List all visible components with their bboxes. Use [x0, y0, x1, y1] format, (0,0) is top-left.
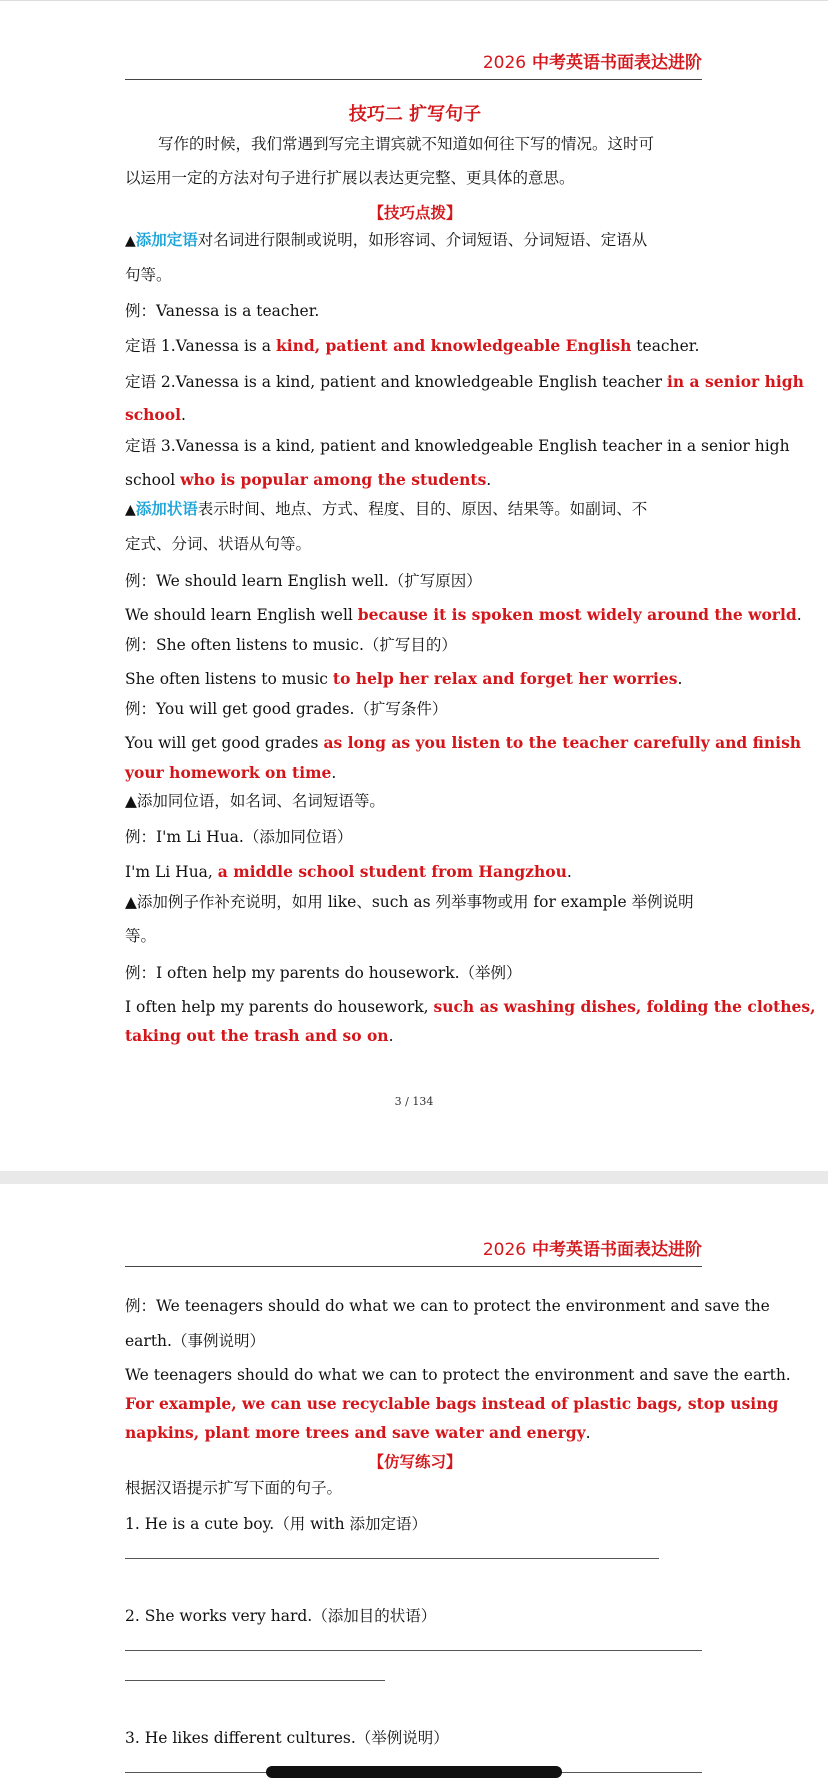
header-year: 2026 — [482, 53, 527, 73]
text: . — [181, 406, 186, 424]
header-title: 中考英语书面表达进阶 — [526, 53, 702, 73]
header-year: 2026 — [482, 1240, 527, 1260]
example-4: 例：You will get good grades.（扩写条件） — [125, 700, 448, 718]
text: . — [486, 471, 492, 489]
instructions: 根据汉语提示扩写下面的句子。 — [125, 1479, 343, 1497]
tips-heading: 【技巧点拨】 — [368, 204, 462, 222]
text: We should learn English well — [125, 606, 358, 624]
highlight: in a senior high — [666, 372, 804, 391]
example-6-answer — [125, 997, 816, 1017]
highlight: to help her relax and forget her worries — [332, 669, 678, 688]
adv-desc-2: 定式、分词、状语从句等。 — [125, 535, 312, 553]
highlight: a middle school student from Hangzhou — [217, 862, 567, 881]
highlight: as long as you listen to the teacher carefully and finish — [323, 733, 802, 752]
example-6: 例：I often help my parents do housework.（举例） — [125, 964, 522, 982]
answer-line[interactable] — [125, 1558, 659, 1559]
text: school — [125, 471, 181, 489]
section-title: 技巧二 扩写句子 — [348, 104, 482, 125]
text: . — [566, 863, 572, 881]
example-5: 例：I'm Li Hua.（添加同位语） — [125, 828, 353, 846]
adv-heading: 添加状语 — [135, 499, 198, 518]
question-3: 3. He likes different cultures.（举例说明） — [125, 1729, 449, 1747]
attr-heading: 添加定语 — [135, 230, 198, 249]
example-5-answer — [125, 862, 705, 882]
highlight: For example, we can use recyclable bags instead of plastic bags, stop using — [125, 1394, 779, 1413]
highlight: your homework on time — [125, 763, 332, 782]
highlight: such as washing dishes, folding the clothes, — [433, 997, 816, 1016]
attr-desc-2: 句等。 — [125, 266, 172, 284]
example-2: 例：We should learn English well.（扩写原因） — [125, 572, 482, 590]
example-method-line-2: 等。 — [125, 927, 157, 945]
answer-line[interactable] — [125, 1650, 702, 1651]
example-2-answer — [125, 605, 802, 625]
highlight: napkins, plant more trees and save water and energy — [125, 1423, 586, 1442]
triangle-icon: ▲ — [125, 233, 136, 249]
practice-heading: 【仿写练习】 — [368, 1453, 462, 1471]
text: 定语 2.Vanessa is a kind, patient and knowledgeable English teacher — [125, 373, 667, 391]
example-7: 例：We teenagers should do what we can to protect the environment and save the — [125, 1297, 770, 1315]
highlight: who is popular among the students — [180, 470, 487, 489]
text: She often listens to music — [125, 670, 333, 688]
intro-line-2: 以运用一定的方法对句子进行扩展以表达更完整、更具体的意思。 — [125, 169, 575, 187]
example-7-answer: We teenagers should do what we can to protect the environment and save the earth. — [125, 1366, 791, 1384]
example-1: 例：Vanessa is a teacher. — [125, 302, 320, 320]
intro-line-1: 写作的时候，我们常遇到写完主谓宾就不知道如何往下写的情况。这时可 — [158, 135, 655, 153]
example-3-answer — [125, 669, 705, 689]
text: . — [796, 606, 802, 624]
text: . — [331, 764, 337, 782]
highlight: kind, patient and knowledgeable English — [275, 336, 632, 355]
question-1: 1. He is a cute boy.（用 with 添加定语） — [125, 1515, 428, 1533]
triangle-icon: ▲ — [125, 502, 136, 518]
text: You will get good grades — [125, 734, 324, 752]
text: teacher. — [631, 337, 700, 355]
text: . — [585, 1424, 591, 1442]
example-7b: earth.（事例说明） — [125, 1332, 265, 1350]
question-2: 2. She works very hard.（添加目的状语） — [125, 1607, 437, 1625]
text: . — [388, 1027, 394, 1045]
example-4-answer-b — [125, 763, 705, 783]
example-7-red — [125, 1394, 779, 1414]
attr-example-2 — [125, 372, 804, 392]
answer-line[interactable] — [125, 1680, 385, 1681]
attr-example-2b — [125, 405, 705, 425]
example-4-answer — [125, 733, 802, 753]
example-method-line: ▲添加例子作补充说明，如用 like、such as 列举事物或用 for example 举例说明 — [125, 893, 694, 911]
adv-line — [125, 499, 705, 520]
home-indicator[interactable] — [266, 1766, 562, 1778]
text: 定语 1.Vanessa is a — [125, 337, 276, 355]
attr-line — [125, 230, 705, 251]
adv-desc: 表示时间、地点、方式、程度、目的、原因、结果等。如副词、不 — [197, 500, 648, 518]
highlight: taking out the trash and so on — [125, 1026, 389, 1045]
highlight: school — [125, 405, 181, 424]
header-title: 中考英语书面表达进阶 — [526, 1240, 702, 1260]
example-3: 例：She often listens to music.（扩写目的） — [125, 636, 457, 654]
page-header — [125, 1236, 702, 1267]
attr-example-3: 定语 3.Vanessa is a kind, patient and knowledgeable English teacher in a senior high — [125, 437, 790, 455]
example-7-red-2 — [125, 1423, 705, 1443]
highlight: because it is spoken most widely around the world — [357, 605, 797, 624]
page-number: 3 / 134 — [394, 1095, 434, 1108]
text: . — [677, 670, 683, 688]
attr-desc: 对名词进行限制或说明，如形容词、介词短语、分词短语、定语从 — [197, 231, 648, 249]
example-6-answer-b — [125, 1026, 705, 1046]
page-4 — [0, 1184, 828, 1792]
text: I often help my parents do housework, — [125, 998, 434, 1016]
attr-example-1 — [125, 336, 705, 356]
appositive-line: ▲添加同位语，如名词、名词短语等。 — [125, 792, 385, 810]
text: I'm Li Hua, — [125, 863, 218, 881]
page-header — [125, 49, 702, 80]
attr-example-3b — [125, 470, 705, 490]
